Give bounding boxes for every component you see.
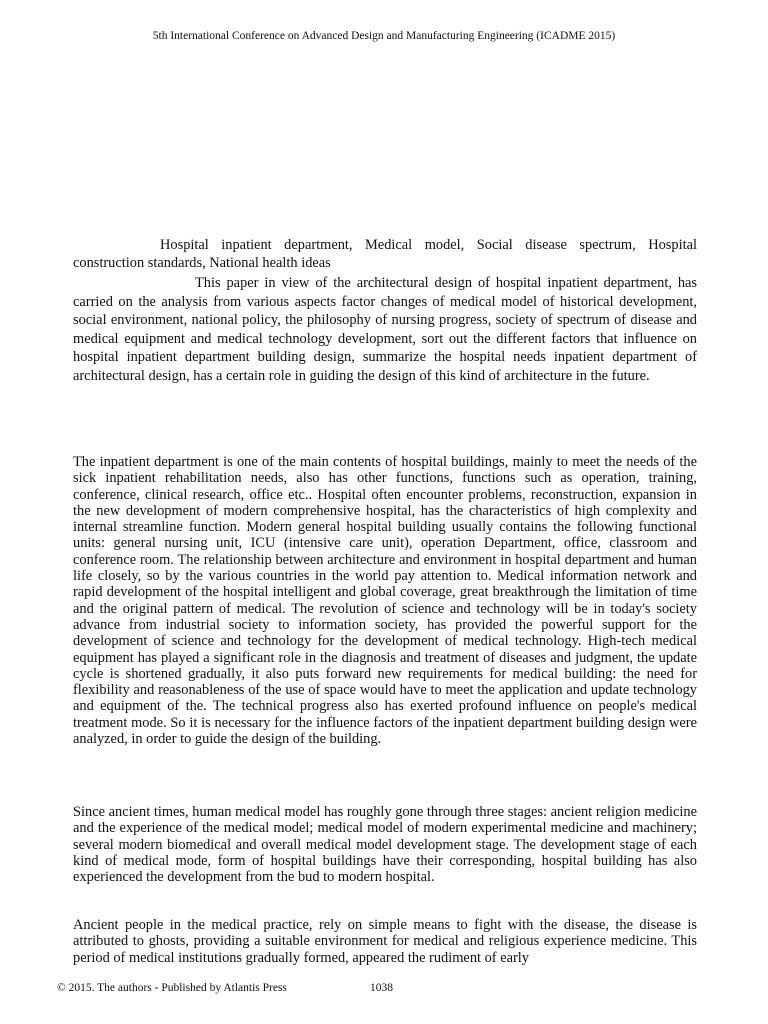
running-header: 5th International Conference on Advanced Design and Manufacturing Engineering (ICADME 2015) (152, 30, 616, 42)
abstract-paragraph: This paper in view of the architectural design of hospital inpatient department, has carried on the analysis from various aspects factor changes of medical model of historical development, social environment, national policy, the philosophy of nursing progress, society of spectrum of disease and medical equipment and medical technology development, sort out the different factors that influence on hospital inpatient department building design, summarize the hospital needs inpatient department of architectural design, has a certain role in guiding the design of this kind of architecture in the future. (73, 275, 697, 384)
copyright-footer: © 2015. The authors - Published by Atlantis Press (57, 982, 287, 994)
page-number: 1038 (370, 982, 393, 994)
medical-model-stages-paragraph: Since ancient times, human medical model has roughly gone through three stages: ancient religion medicine and the experience of the medical model; medical model of modern experimental medicine and machinery; several modern biomedical and overall medical model development stage. The development stage of each kind of medical mode, form of hospital buildings have their corresponding, hospital building has also experienced the development from the bud to modern hospital. (73, 804, 697, 886)
ancient-medicine-paragraph: Ancient people in the medical practice, rely on simple means to fight with the disease, the disease is attributed to ghosts, providing a suitable environment for medical and religious experience medicine. This period of medical institutions gradually formed, appeared the rudiment of early (73, 917, 697, 966)
introduction-paragraph: The inpatient department is one of the main contents of hospital buildings, mainly to meet the needs of the sick inpatient rehabilitation needs, also has other functions, functions such as operation, training, conference, clinical research, office etc.. Hospital often encounter problems, reconstruction, expansion in the new development of modern comprehensive hospital, has the characteristics of high complexity and internal streamline function. Modern general hospital building usually contains the following functional units: general nursing unit, ICU (intensive care unit), operation Department, office, classroom and conference room. The relationship between architecture and environment in hospital department and human life closely, so by the various countries in the world pay attention to. Medical information network and rapid development of the hospital intelligent and global coverage, great breakthrough the limitation of time and the original pattern of medical. The revolution of science and technology will be in today's society advance from industrial society to information society, has provided the powerful support for the development of science and technology for the development of medical technology. High-tech medical equipment has played a significant role in the diagnosis and treatment of diseases and judgment, the update cycle is shortened gradually, it also puts forward new requirements for medical building: the need for flexibility and reasonableness of the use of space would have to meet the application and update technology and equipment of the. The technical progress also has exerted profound influence on people's medical treatment mode. So it is necessary for the influence factors of the inpatient department building design were analyzed, in order to guide the design of the building. (73, 454, 697, 748)
keywords-paragraph: Hospital inpatient department, Medical model, Social disease spectrum, Hospital construction standards, National health ideas (73, 237, 697, 271)
